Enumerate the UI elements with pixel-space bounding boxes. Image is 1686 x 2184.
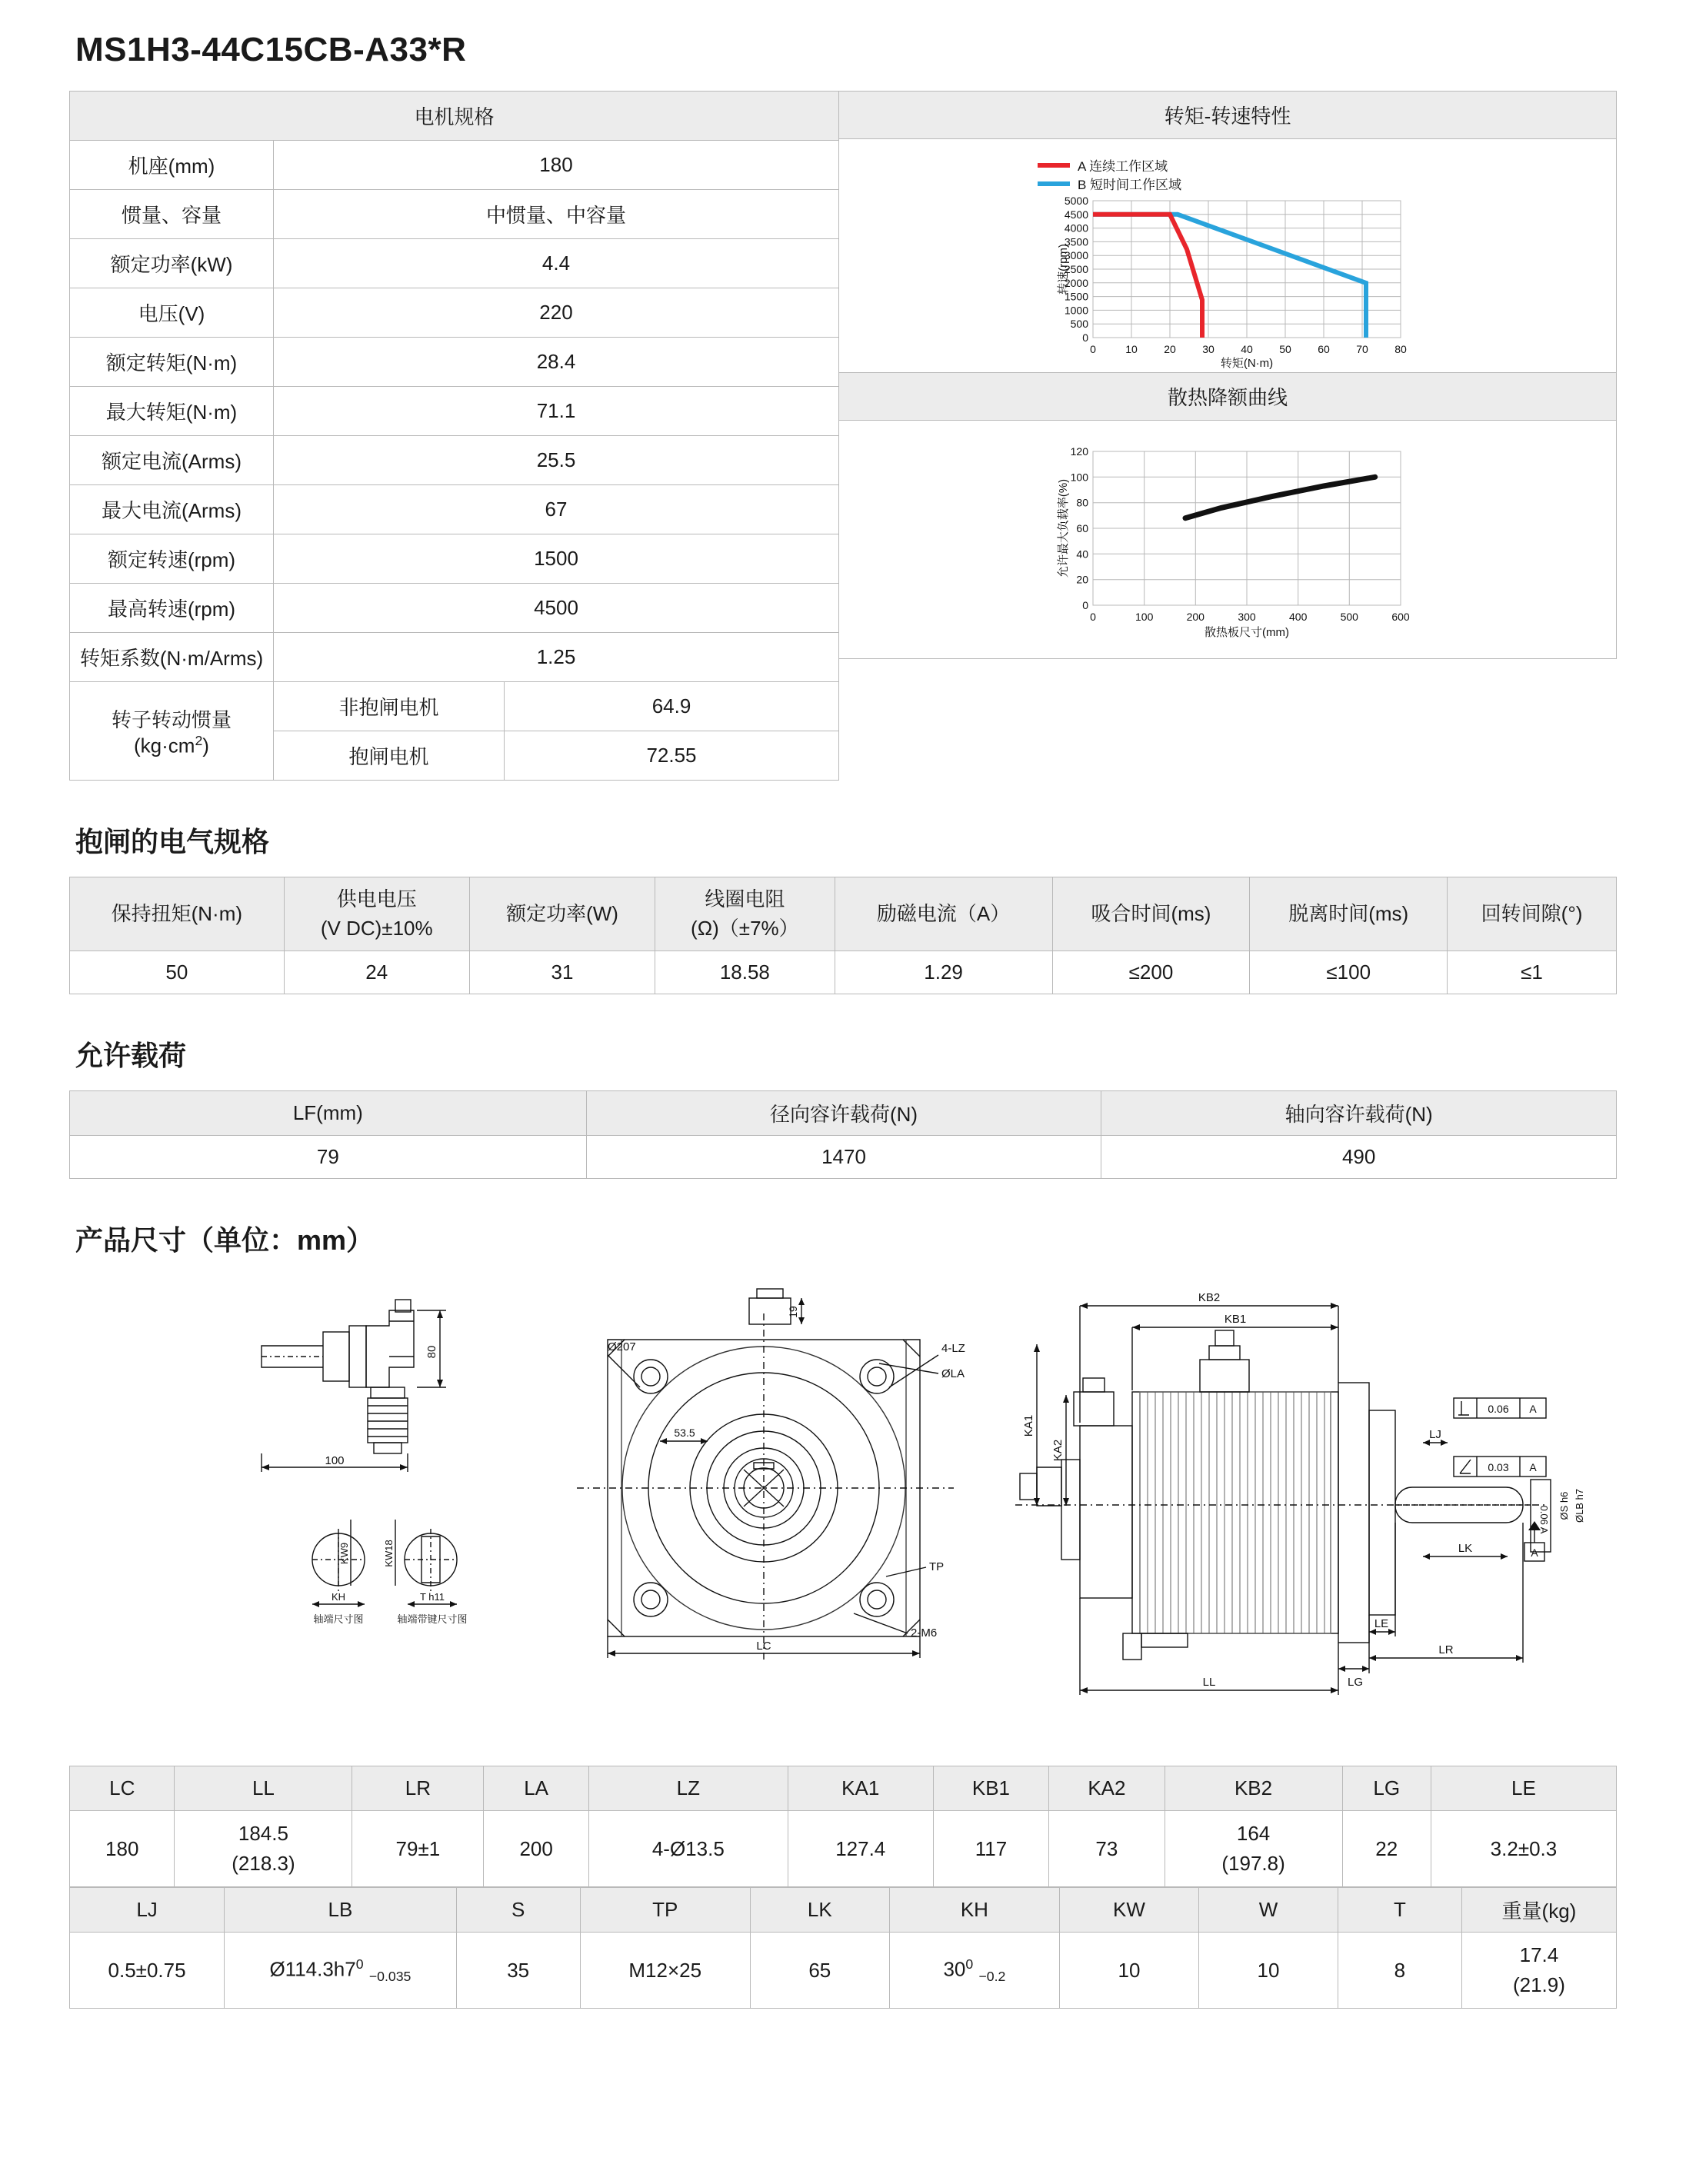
dimension-section-title: 产品尺寸（单位：mm） <box>75 1224 375 1257</box>
chart-xlabel: 转矩(N·m) <box>1220 357 1274 370</box>
cell-lk: 65 <box>750 1933 889 2009</box>
dimension-drawing-svg <box>69 1275 1617 1744</box>
col-supply-voltage-l1: 供电电压 <box>336 887 417 911</box>
cell-ll-main: 184.5 <box>238 1822 288 1846</box>
svg-text:40: 40 <box>1076 548 1088 561</box>
col-weight: 重量(kg) <box>1461 1888 1616 1933</box>
view-flange-front <box>577 1289 965 1660</box>
svg-text:100: 100 <box>1070 471 1088 484</box>
dim-label-ka2: KA2 <box>1051 1440 1065 1462</box>
inertia-label: 转子转动惯量$(kg\cdot cm^2)$ <box>70 682 274 781</box>
col-lz: LZ <box>588 1766 788 1811</box>
cell-lc: 180 <box>70 1811 175 1887</box>
svg-text:40: 40 <box>1241 343 1253 355</box>
svg-text:3500: 3500 <box>1064 235 1088 248</box>
dim-label-ll: LL <box>1202 1676 1216 1690</box>
inertia-value: 72.55 <box>505 731 839 781</box>
col-radial-load: 径向容许载荷(N) <box>586 1091 1101 1136</box>
col-lb: LB <box>225 1888 457 1933</box>
cell-lb <box>225 1933 457 2009</box>
table-row <box>70 1136 1617 1179</box>
cell-kh <box>889 1933 1059 2009</box>
table-header-row <box>70 1888 1617 1933</box>
dim-label-le: LE <box>1374 1617 1389 1631</box>
table-row <box>70 584 839 633</box>
col-t: T <box>1338 1888 1461 1933</box>
spec-label: 额定转矩(N·m) <box>70 338 274 387</box>
col-kb2: KB2 <box>1165 1766 1342 1811</box>
svg-text:60: 60 <box>1318 343 1330 355</box>
torque-speed-chart <box>838 139 1617 373</box>
cell-lb-main: Ø114.3h7 <box>269 1957 356 1981</box>
chart-ylabel: 允许最大负载率(%) <box>1057 478 1070 578</box>
svg-text:200: 200 <box>1186 611 1205 623</box>
gdt-box-perpendicularity <box>1454 1398 1546 1418</box>
derating-chart-title: 散热降额曲线 <box>838 373 1617 421</box>
dim-label-kb1: KB1 <box>1224 1313 1247 1327</box>
table-row <box>70 239 839 288</box>
table-row <box>70 387 839 436</box>
table-row <box>70 1811 1617 1887</box>
svg-text:0: 0 <box>1090 611 1096 623</box>
torque-chart-title: 转矩-转速特性 <box>838 91 1617 139</box>
cell-ka2: 73 <box>1049 1811 1165 1887</box>
spec-label: 电压(V) <box>70 288 274 338</box>
dim-label-19: 19 <box>787 1306 799 1319</box>
cell-kh-sup: 0 <box>965 1956 974 1972</box>
spec-value: 中惯量、中容量 <box>274 190 839 239</box>
col-ka2: KA2 <box>1049 1766 1165 1811</box>
cell-backlash: ≤1 <box>1448 951 1617 994</box>
cell-ll-alt: (218.3) <box>232 1852 295 1876</box>
table-row <box>70 951 1617 994</box>
spec-value: 4500 <box>274 584 839 633</box>
svg-text:20: 20 <box>1076 573 1088 586</box>
cell-kb2 <box>1165 1811 1342 1887</box>
spec-label: 惯量、容量 <box>70 190 274 239</box>
view-motor-side <box>1015 1291 1585 1695</box>
spec-label: 最高转速(rpm) <box>70 584 274 633</box>
dim-label-kw9: KW9 <box>338 1543 350 1565</box>
svg-text:0.03: 0.03 <box>1488 1461 1509 1474</box>
col-le: LE <box>1431 1766 1616 1811</box>
col-w: W <box>1198 1888 1338 1933</box>
dim-label-4lz: 4-LZ <box>941 1342 965 1356</box>
dimension-drawing <box>69 1275 1617 1752</box>
svg-text:A 连续工作区域: A 连续工作区域 <box>1078 159 1168 174</box>
table-row <box>70 288 839 338</box>
spec-label: 额定电流(Arms) <box>70 436 274 485</box>
svg-text:A: A <box>1529 1403 1537 1416</box>
allowed-load-table <box>69 1090 1617 1179</box>
cell-kb2-alt: (197.8) <box>1221 1852 1285 1876</box>
load-section-title: 允许载荷 <box>75 1040 187 1072</box>
svg-text:0: 0 <box>1090 343 1096 355</box>
table-row <box>70 682 839 731</box>
table-row <box>70 534 839 584</box>
col-coil-resistance <box>655 877 835 951</box>
col-la: LA <box>484 1766 588 1811</box>
dim-label-2m6: 2-M6 <box>911 1626 938 1640</box>
cell-lg: 22 <box>1342 1811 1431 1887</box>
svg-text:100: 100 <box>1135 611 1154 623</box>
cell-kh-main: 30 <box>943 1957 966 1981</box>
charts-column <box>838 91 1617 781</box>
dimension-table-1 <box>69 1766 1617 1887</box>
table-row <box>70 633 839 682</box>
dim-label-80: 80 <box>425 1346 438 1359</box>
dim-label-la: ØLA <box>941 1367 965 1381</box>
dim-label-lc: LC <box>756 1640 771 1653</box>
col-rated-power: 额定功率(W) <box>469 877 655 951</box>
cell-kw: 10 <box>1060 1933 1199 2009</box>
cell-release-time: ≤100 <box>1250 951 1448 994</box>
chart-x-ticklabels <box>1090 343 1407 355</box>
svg-text:B 短时间工作区域: B 短时间工作区域 <box>1078 178 1182 192</box>
svg-text:0: 0 <box>1082 599 1088 611</box>
cell-kb1: 117 <box>933 1811 1048 1887</box>
dim-label-kb2: KB2 <box>1198 1291 1221 1305</box>
cell-pickup-time: ≤200 <box>1052 951 1250 994</box>
inertia-value: 64.9 <box>505 682 839 731</box>
svg-text:2500: 2500 <box>1064 263 1088 275</box>
dim-label-ka1: KA1 <box>1022 1415 1035 1437</box>
view-shaft-end-details <box>312 1520 468 1625</box>
svg-text:70: 70 <box>1356 343 1368 355</box>
chart-ylabel: 转速(rpm) <box>1057 244 1070 295</box>
cell-tp: M12×25 <box>580 1933 750 2009</box>
chart-legend <box>1038 159 1181 192</box>
svg-text:4000: 4000 <box>1064 221 1088 235</box>
cell-ll <box>175 1811 352 1887</box>
svg-text:A: A <box>1529 1461 1537 1474</box>
svg-text:4500: 4500 <box>1064 208 1088 221</box>
cell-radial-load: 1470 <box>586 1136 1101 1179</box>
col-coil-resistance-l1: 线圈电阻 <box>705 887 785 911</box>
table-row <box>70 338 839 387</box>
chart-xlabel: 散热板尺寸(mm) <box>1205 626 1289 639</box>
cell-kh-sub: −0.2 <box>978 1968 1006 1984</box>
cell-weight-main: 17.4 <box>1519 1943 1559 1967</box>
spec-value: 25.5 <box>274 436 839 485</box>
chart-grid <box>1093 201 1401 338</box>
col-tp: TP <box>580 1888 750 1933</box>
svg-text:500: 500 <box>1340 611 1358 623</box>
spec-value: 67 <box>274 485 839 534</box>
svg-text:500: 500 <box>1070 318 1088 331</box>
brake-section-title: 抱闸的电气规格 <box>75 826 270 857</box>
svg-text:50: 50 <box>1279 343 1291 355</box>
svg-text:20: 20 <box>1164 343 1176 355</box>
cell-rated-power: 31 <box>469 951 655 994</box>
dim-label-t-h11: T h11 <box>419 1591 445 1603</box>
cell-t: 8 <box>1338 1933 1461 2009</box>
spec-label: 转矩系数(N·m/Arms) <box>70 633 274 682</box>
dim-label-dia207: Ø207 <box>608 1340 636 1354</box>
table-row <box>70 485 839 534</box>
svg-text:3000: 3000 <box>1064 249 1088 262</box>
spec-value: 180 <box>274 141 839 190</box>
spec-label: 额定转速(rpm) <box>70 534 274 584</box>
dim-label-100: 100 <box>325 1454 345 1468</box>
col-kw: KW <box>1060 1888 1199 1933</box>
col-hold-torque: 保持扭矩(N·m) <box>70 877 285 951</box>
col-supply-voltage-l2: (V DC)±10% <box>320 916 433 940</box>
dim-label-dia-lb: ØLB h7 <box>1574 1489 1585 1523</box>
cell-lr: 79±1 <box>352 1811 484 1887</box>
cell-ka1: 127.4 <box>788 1811 933 1887</box>
dim-label-lk: LK <box>1458 1542 1473 1556</box>
gdt-box-runout <box>1454 1457 1546 1477</box>
col-lf: LF(mm) <box>70 1091 587 1136</box>
cell-axial-load: 490 <box>1101 1136 1617 1179</box>
spec-value: 28.4 <box>274 338 839 387</box>
dim-label-lj: LJ <box>1429 1428 1441 1442</box>
dim-label-lg: LG <box>1347 1676 1364 1690</box>
motor-spec-table-wrap <box>69 91 839 781</box>
chart-y-ticklabels <box>1071 445 1089 611</box>
cell-lb-sub: −0.035 <box>368 1968 412 1984</box>
caption-shaft-key: 轴端带键尺寸图 <box>397 1613 468 1626</box>
cell-lj: 0.5±0.75 <box>70 1933 225 2009</box>
spec-value: 1500 <box>274 534 839 584</box>
col-release-time: 脱离时间(ms) <box>1250 877 1448 951</box>
cell-weight <box>1461 1933 1616 2009</box>
col-lg: LG <box>1342 1766 1431 1811</box>
svg-text:60: 60 <box>1076 522 1088 534</box>
cell-s: 35 <box>456 1933 580 2009</box>
svg-text:1500: 1500 <box>1064 290 1088 303</box>
svg-text:120: 120 <box>1070 445 1088 458</box>
svg-text:5000: 5000 <box>1064 195 1088 207</box>
cell-kb2-main: 164 <box>1236 1822 1271 1846</box>
dim-label-lr: LR <box>1438 1643 1454 1657</box>
cell-w: 10 <box>1198 1933 1338 2009</box>
derating-chart <box>838 421 1617 659</box>
page-title: MS1H3-44C15CB-A33*R <box>75 31 467 68</box>
svg-text:300: 300 <box>1238 611 1256 623</box>
spec-value: 71.1 <box>274 387 839 436</box>
col-lc: LC <box>70 1766 175 1811</box>
col-backlash: 回转间隙(°) <box>1448 877 1617 951</box>
table-header-row <box>70 1091 1617 1136</box>
spec-value: 1.25 <box>274 633 839 682</box>
cell-lb-sup: 0 <box>355 1956 364 1972</box>
col-excitation-current: 励磁电流（A） <box>835 877 1052 951</box>
col-pickup-time: 吸合时间(ms) <box>1052 877 1250 951</box>
top-specs-block <box>69 91 1617 781</box>
col-ka1: KA1 <box>788 1766 933 1811</box>
col-lk: LK <box>750 1888 889 1933</box>
svg-text:0.06 A: 0.06 A <box>1538 1505 1550 1534</box>
cell-hold-torque: 50 <box>70 951 285 994</box>
cell-le: 3.2±0.3 <box>1431 1811 1616 1887</box>
spec-value: 220 <box>274 288 839 338</box>
derating-chart-svg <box>839 421 1616 656</box>
col-lr: LR <box>352 1766 484 1811</box>
cell-la: 200 <box>484 1811 588 1887</box>
spec-label: 最大转矩(N·m) <box>70 387 274 436</box>
spec-label: 最大电流(Arms) <box>70 485 274 534</box>
inertia-sublabel: 抱闸电机 <box>274 731 505 781</box>
col-supply-voltage <box>284 877 469 951</box>
col-kb1: KB1 <box>933 1766 1048 1811</box>
svg-text:600: 600 <box>1391 611 1410 623</box>
motor-spec-table <box>69 91 839 781</box>
inertia-sublabel: 非抱闸电机 <box>274 682 505 731</box>
torque-speed-chart-svg <box>839 139 1616 370</box>
chart-x-ticklabels <box>1090 611 1410 623</box>
svg-text:30: 30 <box>1202 343 1215 355</box>
table-header-row <box>70 877 1617 951</box>
svg-text:0.06: 0.06 <box>1488 1403 1509 1416</box>
dim-label-tp: TP <box>929 1560 945 1574</box>
svg-text:1000: 1000 <box>1064 304 1088 317</box>
chart-grid <box>1093 451 1401 605</box>
col-s: S <box>456 1888 580 1933</box>
dim-label-kh: KH <box>331 1591 346 1603</box>
gdt-box-runout-2 <box>1531 1480 1551 1552</box>
svg-text:400: 400 <box>1289 611 1308 623</box>
spec-value: 4.4 <box>274 239 839 288</box>
col-coil-resistance-l2: (Ω)（±7%） <box>691 916 799 940</box>
cell-weight-alt: (21.9) <box>1512 1973 1565 1997</box>
dim-label-kw18: KW18 <box>383 1540 395 1568</box>
table-row <box>70 436 839 485</box>
svg-text:10: 10 <box>1125 343 1138 355</box>
spec-label: 额定功率(kW) <box>70 239 274 288</box>
table-header-row <box>70 1766 1617 1811</box>
svg-text:80: 80 <box>1076 496 1088 509</box>
spec-label: 机座(mm) <box>70 141 274 190</box>
table-row <box>70 1933 1617 2009</box>
col-axial-load: 轴向容许载荷(N) <box>1101 1091 1617 1136</box>
cell-supply-voltage: 24 <box>284 951 469 994</box>
svg-text:80: 80 <box>1394 343 1407 355</box>
dimension-table-2 <box>69 1887 1617 2009</box>
table-row <box>70 141 839 190</box>
cell-lf: 79 <box>70 1136 587 1179</box>
dim-label-53-5: 53.5 <box>674 1427 695 1440</box>
cell-excitation-current: 1.29 <box>835 951 1052 994</box>
col-ll: LL <box>175 1766 352 1811</box>
view-connector <box>262 1300 446 1472</box>
caption-shaft-end: 轴端尺寸图 <box>313 1613 364 1626</box>
dim-label-dia-s: ØS h6 <box>1558 1491 1570 1520</box>
svg-text:0: 0 <box>1082 331 1088 344</box>
motor-spec-header: 电机规格 <box>70 92 839 141</box>
svg-text:A: A <box>1531 1546 1538 1560</box>
col-lj: LJ <box>70 1888 225 1933</box>
cell-lz: 4-Ø13.5 <box>588 1811 788 1887</box>
cell-coil-resistance: 18.58 <box>655 951 835 994</box>
table-row <box>70 190 839 239</box>
svg-text:2000: 2000 <box>1064 276 1088 289</box>
col-kh: KH <box>889 1888 1059 1933</box>
brake-spec-table <box>69 877 1617 994</box>
